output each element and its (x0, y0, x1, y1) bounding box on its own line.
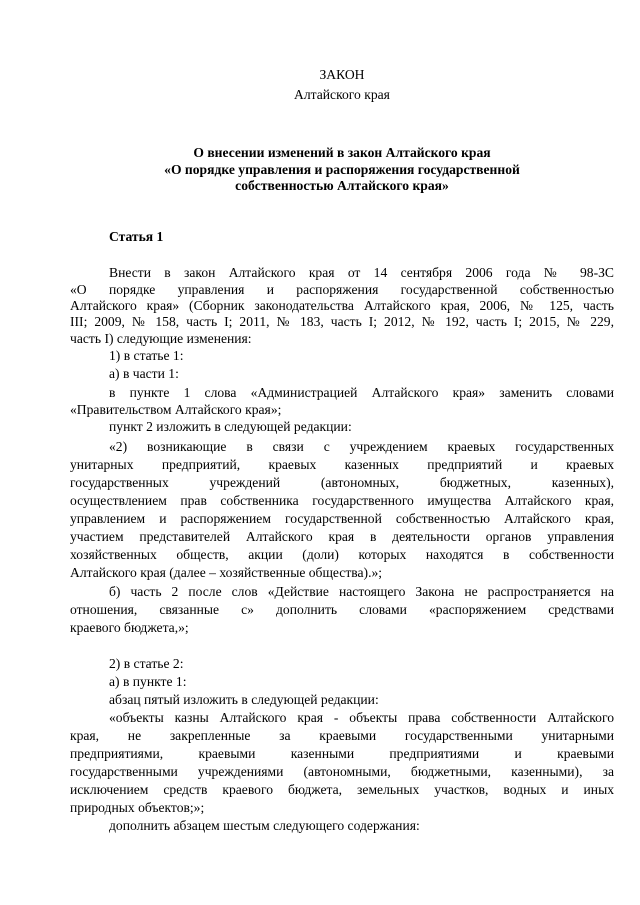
body-line: «О порядке управления и распоряжения государственной собственностью (70, 282, 614, 297)
body-line: предприятиями, краевыми казенными предприятиями и краевыми (70, 746, 614, 761)
title-line-2: «О порядке управления и распоряжения государственной (164, 162, 520, 177)
body-line: III; 2009, № 158, часть I; 2011, № 183, часть I; 2012, № 192, часть I; 2015, № 229, (70, 314, 614, 329)
body-line: 1) в статье 1: (109, 348, 184, 363)
body-line: а) в части 1: (109, 366, 179, 381)
body-line: в пункте 1 слова «Администрацией Алтайского края» заменить словами (109, 385, 614, 400)
body-line: а) в пункте 1: (109, 674, 187, 689)
body-line: часть I) следующие изменения: (70, 331, 252, 346)
body-line: Алтайского края» (Сборник законодательства Алтайского края, 2006, № 125, часть (70, 298, 614, 313)
body-line: абзац пятый изложить в следующей редакции: (109, 692, 379, 707)
body-line: природных объектов;»; (70, 800, 205, 815)
title-line-3: собственностью Алтайского края» (235, 178, 449, 193)
body-line: «Правительством Алтайского края»; (70, 402, 282, 417)
body-line: отношения, связанные с» дополнить словами «распоряжением средствами (70, 602, 614, 617)
title-line-1: О внесении изменений в закон Алтайского края (193, 145, 491, 160)
body-line: «объекты казны Алтайского края - объекты права собственности Алтайского (109, 710, 614, 725)
body-line: б) часть 2 после слов «Действие настоящего Закона не распространяется на (109, 584, 614, 599)
body-line: государственных учреждений (автономных, бюджетных, казенных), (70, 475, 614, 490)
body-line: 2) в статье 2: (109, 656, 184, 671)
body-line: участием представителей Алтайского края в деятельности органов управления (70, 529, 614, 544)
doc-type: ЗАКОН (319, 67, 365, 82)
body-line: дополнить абзацем шестым следующего содержания: (109, 818, 420, 833)
body-line: хозяйственных обществ, акции (доли) которых находятся в собственности (70, 547, 614, 562)
body-line: государственными учреждениями (автономными, бюджетными, казенными), за (70, 764, 614, 779)
body-line: краевого бюджета,»; (70, 620, 189, 635)
body-line: края, не закрепленные за краевыми государственными унитарными (70, 728, 614, 743)
body-line: исключением средств краевого бюджета, земельных участков, водных и иных (70, 782, 614, 797)
body-line: «2) возникающие в связи с учреждением краевых государственных (109, 439, 614, 454)
doc-region: Алтайского края (294, 87, 390, 102)
body-line: управлением и распоряжением государственной собственностью Алтайского края, (70, 511, 614, 526)
body-line: Внести в закон Алтайского края от 14 сентября 2006 года № 98-ЗС (109, 265, 614, 280)
body-line: осуществлением прав собственника государственного имущества Алтайского края, (70, 493, 614, 508)
article-heading: Статья 1 (109, 229, 164, 244)
body-line: пункт 2 изложить в следующей редакции: (109, 419, 352, 434)
body-line: Алтайского края (далее – хозяйственные общества).»; (70, 565, 383, 580)
body-line: унитарных предприятий, краевых казенных предприятий и краевых (70, 457, 614, 472)
